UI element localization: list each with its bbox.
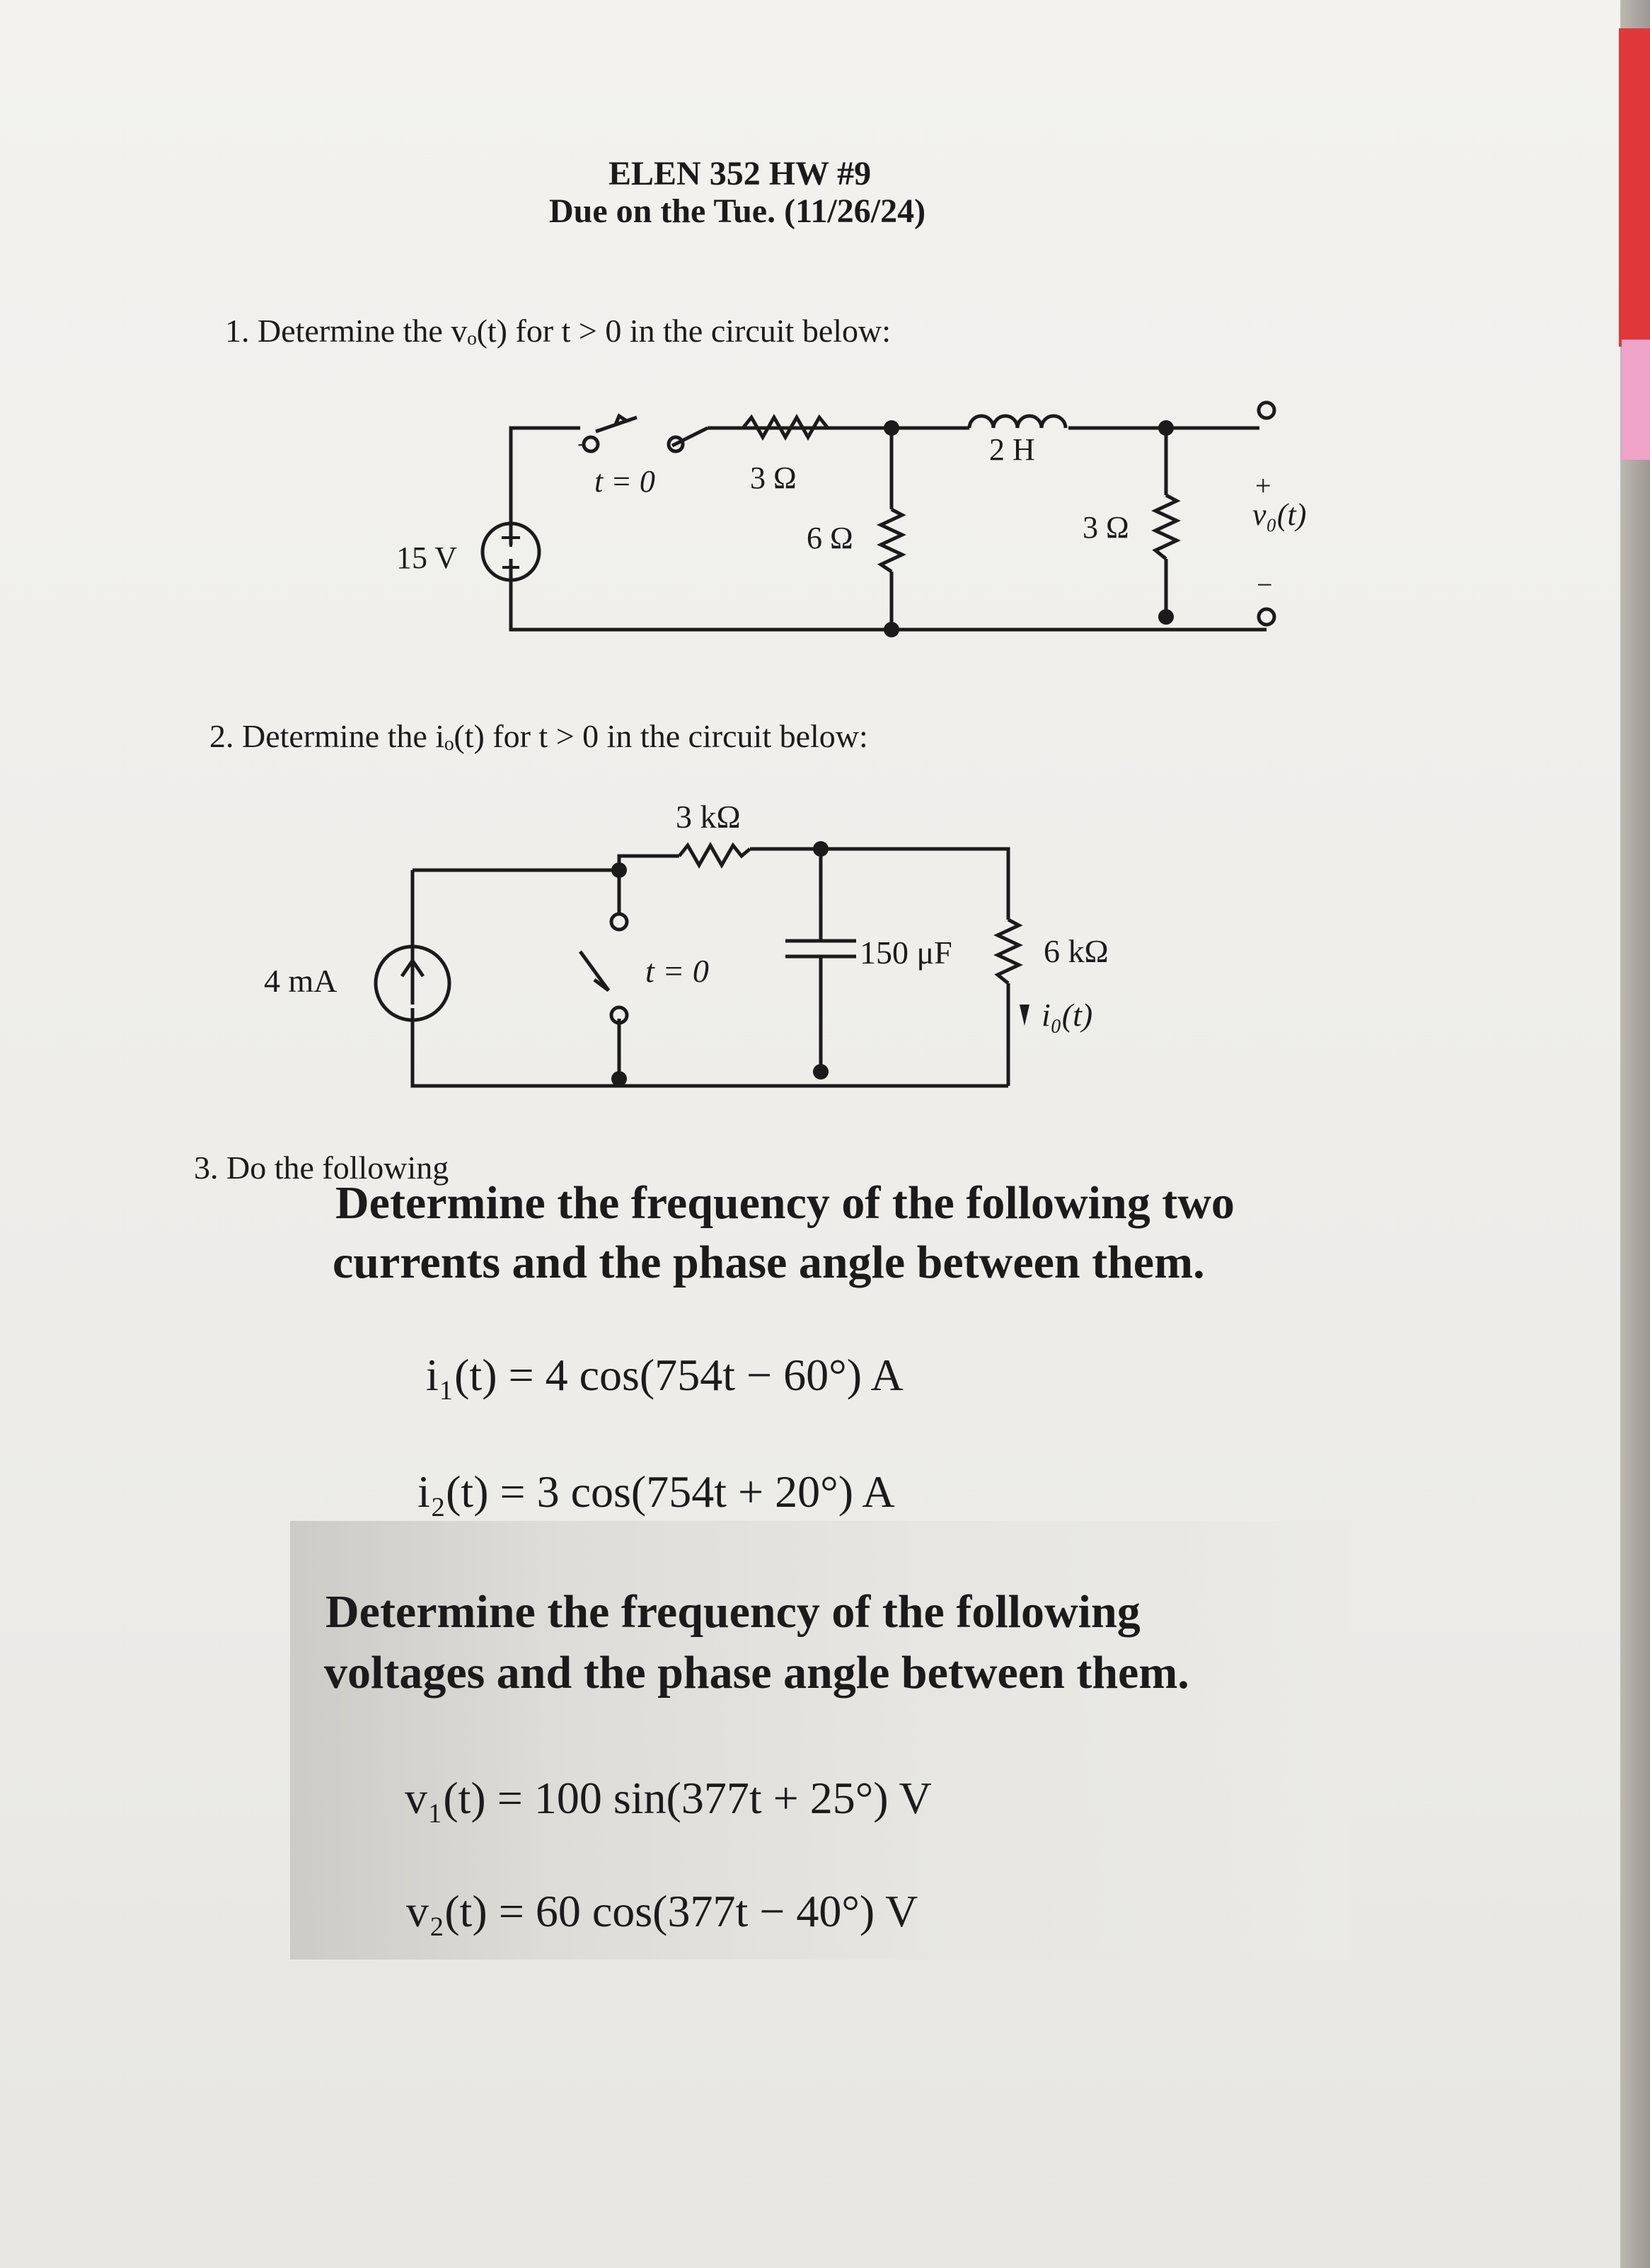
q3-eq-v2: v₂(t) = 60 cos(377t − 40°) V (406, 1886, 918, 1936)
q1-inductor-label: 2 H (989, 432, 1035, 467)
q2-wire-top-left (412, 856, 679, 870)
q3-eq-i2: i₂(t) = 3 cos(754t + 20°) A (417, 1466, 895, 1517)
q2-current-arrow (1020, 1005, 1029, 1026)
q1-terminal-minus (1259, 609, 1274, 625)
q3-part-b-line1: Determine the frequency of the following (325, 1586, 1141, 1638)
q2-wire-bottom (412, 1008, 1008, 1086)
hw-title: ELEN 352 HW #9 (608, 155, 872, 192)
q1-r1-label: 3 Ω (750, 461, 797, 495)
q2-r1-label: 3 kΩ (676, 799, 741, 835)
q1-r3-label: 3 Ω (1083, 510, 1129, 545)
q1-output-plus: + (1255, 470, 1271, 502)
q3-eq-i1: i₁(t) = 4 cos(754t − 60°) A (426, 1350, 904, 1400)
q1-inductor (969, 416, 1066, 428)
q1-resistor-6ohm (881, 509, 902, 572)
due-date: Due on the Tue. (11/26/24) (549, 192, 926, 230)
q2-wire-top-right (750, 849, 1008, 920)
q2-resistor-6k (998, 920, 1019, 983)
q2-switch-label: t = 0 (645, 953, 709, 989)
q1-terminal-plus (1259, 403, 1274, 418)
q1-r2-label: 6 Ω (807, 521, 853, 555)
q1-switch-label: t = 0 (594, 464, 655, 499)
q3-part-b-line2: voltages and the phase angle between them. (324, 1647, 1189, 1699)
q3-heading: 3. Do the following (194, 1150, 449, 1186)
q1-source-label: 15 V (396, 540, 457, 575)
q2-source-arrow (402, 961, 423, 1005)
q1-resistor-3ohm-b (1155, 495, 1177, 559)
q2-current-label: i₀(t) (1042, 997, 1093, 1033)
q2-source-label: 4 mA (264, 963, 338, 999)
q3-part-a-line1: Determine the frequency of the following two (335, 1177, 1235, 1229)
q2-switch-blade (580, 951, 608, 990)
q2-junctions (611, 841, 829, 1087)
q1-output-minus: − (1257, 569, 1273, 601)
q1-output-label: v₀(t) (1252, 497, 1307, 532)
q1-source-plus (502, 528, 520, 547)
q1-prompt: 1. Determine the vₒ(t) for t > 0 in the circuit below: (225, 313, 892, 349)
q1-switch-contact-a (584, 437, 598, 451)
q2-prompt: 2. Determine the iₒ(t) for t > 0 in the circuit below: (209, 718, 868, 754)
q2-r2-label: 6 kΩ (1044, 933, 1109, 969)
q2-switch-contact-a (611, 914, 627, 930)
q2-cap-label: 150 μF (860, 935, 952, 971)
q2-resistor-3k (679, 845, 750, 865)
q3-eq-v1: v₁(t) = 100 sin(377t + 25°) V (405, 1773, 932, 1823)
q3-part-a-line2: currents and the phase angle between them. (333, 1237, 1205, 1288)
